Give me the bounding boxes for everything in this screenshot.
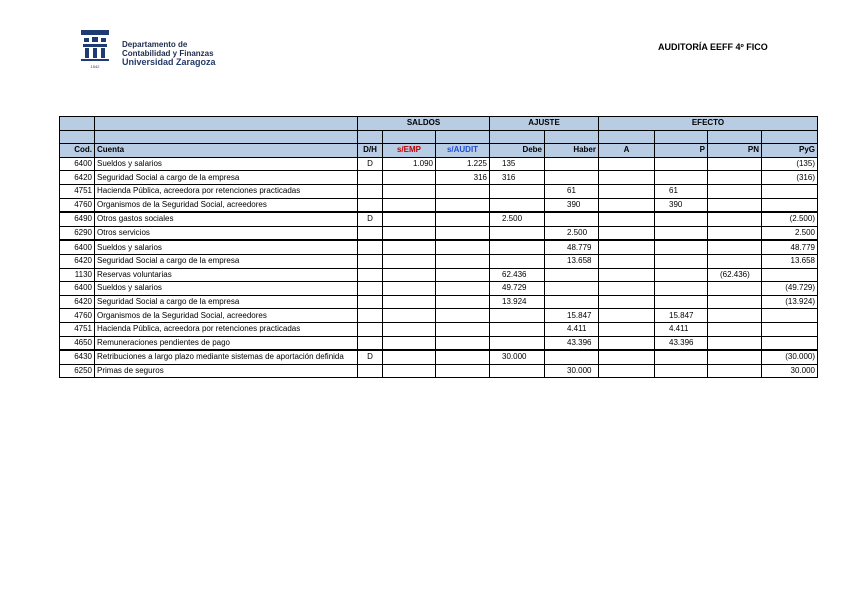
cell-pyg: (316) <box>762 171 818 185</box>
table-row <box>60 268 818 282</box>
cell-cod: 6420 <box>60 171 95 185</box>
cell-a <box>599 295 655 309</box>
cell-debe: 30.000 <box>490 350 545 364</box>
cell-debe <box>490 254 545 268</box>
cell-cod: 6290 <box>60 226 95 240</box>
cell-dh <box>358 282 383 296</box>
cell-haber <box>545 268 599 282</box>
cell-s-emp <box>383 350 436 364</box>
table-row <box>60 226 818 240</box>
document-title: AUDITORÍA EEFF 4º FICO <box>658 42 768 52</box>
cell-cuenta: Hacienda Pública, acreedora por retenciones practicadas <box>95 184 358 198</box>
cell-s-audit <box>436 295 490 309</box>
cell-dh <box>358 198 383 212</box>
cell-debe: 49.729 <box>490 282 545 296</box>
cell-haber: 2.500 <box>545 226 599 240</box>
cell-p <box>655 254 708 268</box>
cell-s-emp <box>383 184 436 198</box>
cell-cuenta: Primas de seguros <box>95 364 358 378</box>
cell-dh <box>358 240 383 254</box>
cell-pyg: (2.500) <box>762 212 818 226</box>
cell-s-emp <box>383 268 436 282</box>
cell-p <box>655 171 708 185</box>
table-row <box>60 336 818 350</box>
cell-cod: 6400 <box>60 157 95 171</box>
cell-haber <box>545 295 599 309</box>
cell-pyg: 48.779 <box>762 240 818 254</box>
cell-haber <box>545 157 599 171</box>
col-debe: Debe <box>490 144 545 158</box>
table-row <box>60 350 818 364</box>
cell-a <box>599 282 655 296</box>
table-row <box>60 295 818 309</box>
table-row <box>60 198 818 212</box>
cell-p: 4.411 <box>655 322 708 336</box>
cell-pn <box>708 350 762 364</box>
cell-cuenta: Sueldos y salarios <box>95 282 358 296</box>
cell-haber: 390 <box>545 198 599 212</box>
cell-haber: 13.658 <box>545 254 599 268</box>
cell-s-emp <box>383 322 436 336</box>
cell-s-audit <box>436 282 490 296</box>
cell-debe <box>490 198 545 212</box>
cell-dh <box>358 295 383 309</box>
cell-haber <box>545 350 599 364</box>
cell-pyg <box>762 198 818 212</box>
cell-debe: 316 <box>490 171 545 185</box>
cell-s-emp: 1.090 <box>383 157 436 171</box>
cell-haber: 48.779 <box>545 240 599 254</box>
cell-debe <box>490 226 545 240</box>
cell-cuenta: Retribuciones a largo plazo mediante sistemas de aportación definida <box>95 350 358 364</box>
cell-cod: 6490 <box>60 212 95 226</box>
cell-p: 43.396 <box>655 336 708 350</box>
cell-s-audit <box>436 322 490 336</box>
cell-cod: 6400 <box>60 282 95 296</box>
cell-haber: 15.847 <box>545 309 599 323</box>
cell-debe <box>490 336 545 350</box>
cell-s-audit <box>436 364 490 378</box>
table-row <box>60 364 818 378</box>
table-row <box>60 171 818 185</box>
cell-pn <box>708 184 762 198</box>
cell-cuenta: Organismos de la Seguridad Social, acreedores <box>95 309 358 323</box>
column-header-row <box>60 144 818 158</box>
cell-a <box>599 364 655 378</box>
cell-pn <box>708 212 762 226</box>
cell-s-audit <box>436 226 490 240</box>
cell-pn: (62.436) <box>708 268 762 282</box>
group-saldos: SALDOS <box>358 117 490 131</box>
cell-s-emp <box>383 364 436 378</box>
cell-s-emp <box>383 336 436 350</box>
cell-dh <box>358 322 383 336</box>
cell-a <box>599 157 655 171</box>
cell-s-emp <box>383 254 436 268</box>
cell-dh <box>358 171 383 185</box>
cell-cuenta: Seguridad Social a cargo de la empresa <box>95 171 358 185</box>
dept-line-3: Universidad Zaragoza <box>122 57 216 67</box>
cell-cod: 4751 <box>60 322 95 336</box>
cell-p <box>655 268 708 282</box>
cell-cuenta: Sueldos y salarios <box>95 240 358 254</box>
cell-pn <box>708 295 762 309</box>
cell-p <box>655 157 708 171</box>
cell-pyg <box>762 184 818 198</box>
cell-a <box>599 336 655 350</box>
audit-adjustments-table <box>59 116 818 378</box>
cell-pn <box>708 254 762 268</box>
cell-pn <box>708 336 762 350</box>
cell-pn <box>708 364 762 378</box>
cell-pn <box>708 240 762 254</box>
col-pn: PN <box>708 144 762 158</box>
cell-p <box>655 226 708 240</box>
cell-pyg: 2.500 <box>762 226 818 240</box>
cell-p <box>655 350 708 364</box>
cell-pyg <box>762 268 818 282</box>
cell-cuenta: Organismos de la Seguridad Social, acreedores <box>95 198 358 212</box>
table-row <box>60 212 818 226</box>
cell-s-emp <box>383 309 436 323</box>
cell-cuenta: Remuneraciones pendientes de pago <box>95 336 358 350</box>
cell-s-audit <box>436 240 490 254</box>
cell-haber: 43.396 <box>545 336 599 350</box>
cell-haber: 61 <box>545 184 599 198</box>
table-row <box>60 184 818 198</box>
cell-debe: 135 <box>490 157 545 171</box>
cell-dh <box>358 268 383 282</box>
cell-p <box>655 212 708 226</box>
university-logo-icon <box>80 30 110 70</box>
table-row <box>60 322 818 336</box>
cell-haber <box>545 282 599 296</box>
cell-cuenta: Otros servicios <box>95 226 358 240</box>
col-pyg: PyG <box>762 144 818 158</box>
cell-s-audit <box>436 198 490 212</box>
cell-pn <box>708 322 762 336</box>
table-row <box>60 240 818 254</box>
cell-debe <box>490 184 545 198</box>
col-cuenta: Cuenta <box>95 144 358 158</box>
col-p: P <box>655 144 708 158</box>
cell-pn <box>708 198 762 212</box>
cell-p <box>655 282 708 296</box>
cell-debe: 62.436 <box>490 268 545 282</box>
cell-pyg <box>762 309 818 323</box>
cell-dh <box>358 364 383 378</box>
cell-debe: 13.924 <box>490 295 545 309</box>
cell-dh <box>358 309 383 323</box>
cell-s-emp <box>383 240 436 254</box>
cell-s-audit <box>436 350 490 364</box>
cell-p: 61 <box>655 184 708 198</box>
cell-debe: 2.500 <box>490 212 545 226</box>
cell-pyg: (30.000) <box>762 350 818 364</box>
cell-a <box>599 322 655 336</box>
cell-cuenta: Reservas voluntarias <box>95 268 358 282</box>
cell-dh: D <box>358 212 383 226</box>
cell-debe <box>490 240 545 254</box>
cell-s-emp <box>383 198 436 212</box>
cell-a <box>599 350 655 364</box>
cell-cuenta: Hacienda Pública, acreedora por retenciones practicadas <box>95 322 358 336</box>
table-row <box>60 309 818 323</box>
cell-s-audit <box>436 212 490 226</box>
cell-a <box>599 198 655 212</box>
cell-cod: 4650 <box>60 336 95 350</box>
cell-cuenta: Seguridad Social a cargo de la empresa <box>95 295 358 309</box>
cell-s-emp <box>383 295 436 309</box>
cell-s-audit <box>436 254 490 268</box>
cell-a <box>599 171 655 185</box>
group-ajuste: AJUSTE <box>490 117 599 131</box>
cell-cod: 4751 <box>60 184 95 198</box>
cell-p: 390 <box>655 198 708 212</box>
cell-cod: 6420 <box>60 295 95 309</box>
cell-s-audit <box>436 184 490 198</box>
cell-dh <box>358 226 383 240</box>
cell-a <box>599 184 655 198</box>
cell-a <box>599 226 655 240</box>
col-haber: Haber <box>545 144 599 158</box>
dept-line-2: Contabilidad y Finanzas <box>122 49 214 58</box>
cell-cod: 6420 <box>60 254 95 268</box>
col-s-emp: s/EMP <box>383 144 436 158</box>
cell-dh <box>358 184 383 198</box>
cell-pn <box>708 157 762 171</box>
cell-cod: 6400 <box>60 240 95 254</box>
col-s-audit: s/AUDIT <box>436 144 490 158</box>
group-header-row <box>60 117 818 131</box>
cell-dh: D <box>358 157 383 171</box>
cell-cuenta: Seguridad Social a cargo de la empresa <box>95 254 358 268</box>
cell-p <box>655 240 708 254</box>
cell-dh <box>358 254 383 268</box>
cell-s-emp <box>383 282 436 296</box>
cell-cod: 6430 <box>60 350 95 364</box>
cell-pyg: (49.729) <box>762 282 818 296</box>
cell-debe <box>490 309 545 323</box>
cell-cod: 4760 <box>60 198 95 212</box>
cell-pyg: 13.658 <box>762 254 818 268</box>
cell-s-audit: 1.225 <box>436 157 490 171</box>
cell-pyg <box>762 322 818 336</box>
cell-a <box>599 212 655 226</box>
cell-pn <box>708 226 762 240</box>
spacer-row <box>60 130 818 144</box>
cell-a <box>599 268 655 282</box>
cell-s-emp <box>383 212 436 226</box>
logo-year: 1542 <box>90 64 100 69</box>
cell-dh <box>358 336 383 350</box>
cell-dh: D <box>358 350 383 364</box>
cell-a <box>599 240 655 254</box>
cell-pyg: 30.000 <box>762 364 818 378</box>
cell-pn <box>708 282 762 296</box>
col-cod: Cod. <box>60 144 95 158</box>
department-name <box>122 40 216 67</box>
cell-cuenta: Sueldos y salarios <box>95 157 358 171</box>
cell-pn <box>708 309 762 323</box>
cell-s-emp <box>383 226 436 240</box>
cell-p: 15.847 <box>655 309 708 323</box>
cell-cod: 4760 <box>60 309 95 323</box>
dept-line-1: Departamento de <box>122 40 188 49</box>
cell-pyg: (135) <box>762 157 818 171</box>
cell-debe <box>490 364 545 378</box>
cell-cuenta: Otros gastos sociales <box>95 212 358 226</box>
cell-s-audit: 316 <box>436 171 490 185</box>
cell-s-audit <box>436 309 490 323</box>
cell-p <box>655 295 708 309</box>
cell-haber: 30.000 <box>545 364 599 378</box>
cell-s-emp <box>383 171 436 185</box>
cell-cod: 6250 <box>60 364 95 378</box>
cell-s-audit <box>436 336 490 350</box>
table-row <box>60 254 818 268</box>
col-a: A <box>599 144 655 158</box>
cell-haber <box>545 212 599 226</box>
cell-debe <box>490 322 545 336</box>
col-dh: D/H <box>358 144 383 158</box>
cell-a <box>599 309 655 323</box>
cell-pn <box>708 171 762 185</box>
table-row <box>60 282 818 296</box>
cell-haber: 4.411 <box>545 322 599 336</box>
cell-pyg: (13.924) <box>762 295 818 309</box>
cell-s-audit <box>436 268 490 282</box>
table-row <box>60 157 818 171</box>
cell-a <box>599 254 655 268</box>
cell-p <box>655 364 708 378</box>
cell-haber <box>545 171 599 185</box>
cell-pyg <box>762 336 818 350</box>
cell-cod: 1130 <box>60 268 95 282</box>
group-efecto: EFECTO <box>599 117 818 131</box>
